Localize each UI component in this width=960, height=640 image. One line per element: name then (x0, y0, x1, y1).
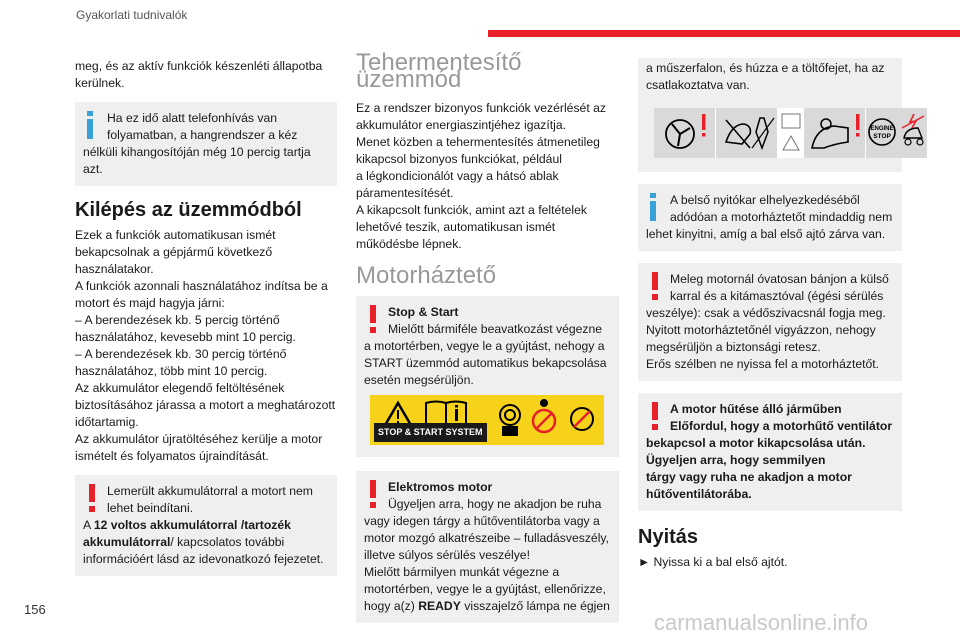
header-title: Gyakorlati tudnivalók (76, 8, 188, 22)
column-left (75, 58, 337, 588)
fan-warning-pictogram (654, 108, 716, 158)
opening-step: ► Nyissa ki a bal első ajtót. (638, 555, 788, 569)
hand-tie-pictogram (716, 108, 778, 158)
warning-icon (648, 272, 662, 302)
engine-stop-text-top: ENGINE (870, 126, 894, 132)
burn-hazard-pictogram (804, 108, 866, 158)
continued-warning-note: a műszerfalon, és húzza e a töltőfejet, ha az csatlakoztatva van. ENGINE STOP (638, 58, 902, 172)
section-heading-load-shedding: Tehermentesítő üzemmód (356, 49, 522, 93)
bonnet-pictogram-strip (654, 108, 894, 158)
load-shedding-body: Ez a rendszer bizonyos funkciók vezérlését az akkumulátor energiaszintjéhez igazítja. Menet közben a tehermentesítés átmenetileg kikapcsol bizonyos funkciókat, például a légkondicionálót vagy a hátsó ablak páramentesítését. A kikapcsolt funkciók, amint azt a feltételek lehetővé teszik, automatikusan ismét működésbe lépnek. (356, 101, 606, 251)
info-note: Ha ez idő alatt telefonhívás van folyamatban, a hangrendszer a kéz nélküli kihangosítóján még 10 percig tartja azt. (75, 102, 337, 186)
stop-start-warning-label (370, 395, 604, 445)
warning-icon (85, 484, 99, 514)
manual-info-pictogram (778, 108, 804, 158)
info-icon (648, 193, 662, 223)
column-right (638, 58, 902, 581)
warning-icon (366, 480, 380, 510)
watermark: carmanualsonline.info (654, 610, 869, 635)
page-number: 156 (24, 602, 46, 617)
warning-note-battery: Lemerült akkumulátorral a motort nem lehet beindítani. A 12 voltos akkumulátorral /tartozék akkumulátorral/ kapcsolatos további információért lásd az idevonatkozó fejezetet. (75, 475, 337, 576)
warning-note-hot-engine: Meleg motornál óvatosan bánjon a külső karral és a kitámasztóval (égési sérülés veszélye): csak a védőszivacsnál fogja meg. Nyitott motorháztetőnél vigyázzon, nehogy megsérüljön a biztonsági retesz. Erős szélben ne nyissa fel a motorháztetőt. (638, 263, 902, 381)
engine-stop-text-bottom: STOP (873, 133, 891, 140)
section-heading-bonnet: Motorháztető (356, 262, 497, 289)
warning-icon (366, 305, 380, 335)
stop-start-system-label: STOP & START SYSTEM (374, 423, 487, 442)
section-heading-opening: Nyitás (638, 526, 699, 548)
warning-icon (648, 402, 662, 432)
warning-note-fan: A motor hűtése álló járműben Előfordul, hogy a motorhűtő ventilátor bekapcsol a motor kikapcsolása után. Ügyeljen arra, hogy semmilyen tárgy vagy ruha ne akadjon a motor hűtőventilátorába. (638, 393, 902, 511)
section-heading-exit: Kilépés az üzemmódból (75, 199, 302, 221)
info-icon (85, 111, 99, 141)
header-accent-bar (488, 30, 960, 37)
column-middle (356, 49, 619, 635)
warning-note-stop-start: Stop & Start Mielőtt bármiféle beavatkozást végezne a motortérben, vegye le a gyújtást, nehogy a START üzemmód automatikus bekapcsolása esetén megsérüljön. STOP & START SYSTEM (356, 296, 619, 457)
info-note-interior-lever: A belső nyitókar elhelyezkedéséből adódóan a motorháztetőt mindaddig nem lehet kinyitni, amíg a bal első ajtó zárva van. (638, 184, 902, 251)
engine-stop-pictogram (866, 108, 928, 158)
intro-paragraph: meg, és az aktív funkciók készenléti állapotba kerülnek. (75, 59, 323, 90)
warning-note-electric-motor: Elektromos motor Ügyeljen arra, hogy ne akadjon be ruha vagy idegen tárgy a hűtőventilátorba vagy a motor mozgó alkatrészeibe – fulladásveszély, illetve súlyos sérülés veszélye! Mielőtt bármilyen munkát végezne a motortérben, vegye le a gyújtást, ellenőrizze, hogy a(z) READY visszajelző lámpa ne égjen (356, 471, 619, 623)
exit-body: Ezek a funkciók automatikusan ismét bekapcsolnak a gépjármű következő használatakor. A funkciók azonnali használatához indítsa be a motort és majd hagyja járni: – A berendezések kb. 5 percig történő használatához, kevesebb mint 10 percig. – A berendezések kb. 30 percig történő használatához, több mint 10 percig. Az akkumulátor elegendő feltöltésének biztosításához járassa a motort a meghatározott időtartamig. Az akkumulátor újratöltéséhez kerülje a motor ismételt és folyamatos újraindítását. (75, 228, 336, 463)
